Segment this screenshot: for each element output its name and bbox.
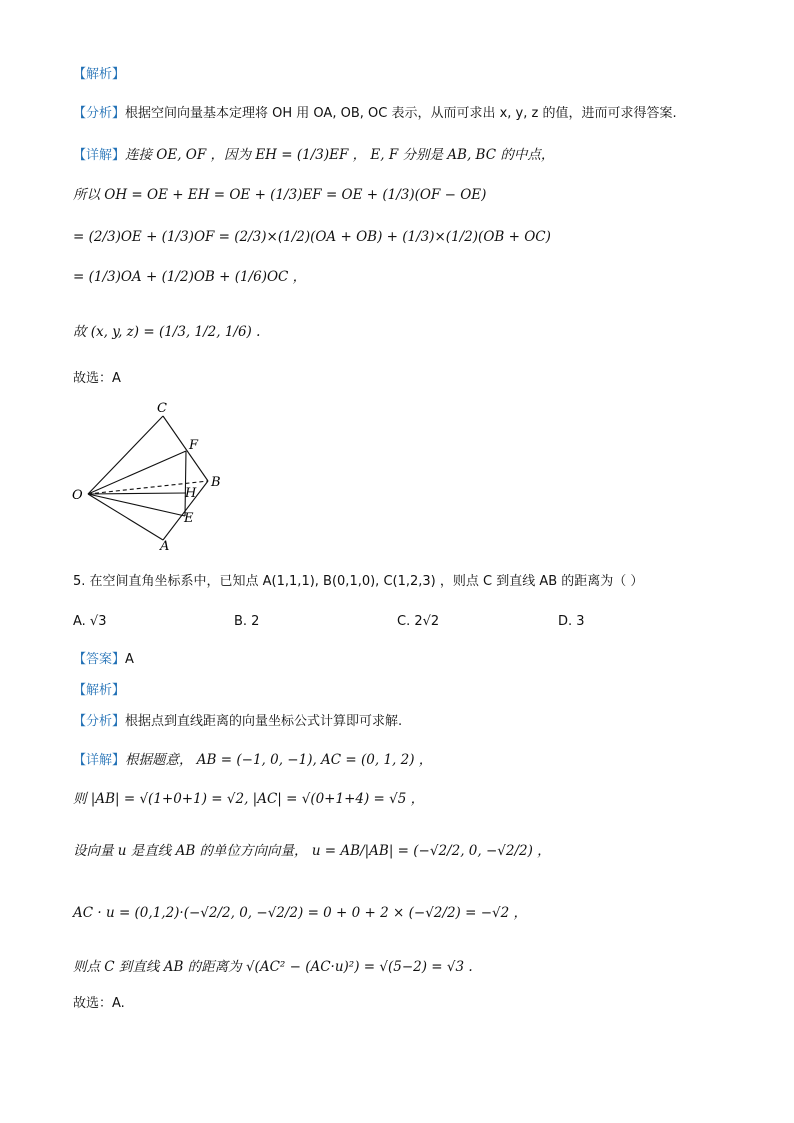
option-D: D. 3	[558, 614, 585, 629]
edge-OH	[88, 493, 186, 494]
edge-OC	[88, 416, 163, 494]
q5-detail-line-3: 设向量 u 是直线 AB 的单位方向向量， u = AB/|AB| = (−√2/2, 0, −√2/2) ，	[73, 843, 551, 859]
q5-detail-text-1: 根据题意， AB = (−1, 0, −1), AC = (0, 1, 2) ，	[125, 752, 433, 768]
detail-tag: 【详解】	[73, 148, 126, 163]
detail-line-4: = (1/3)OA + (1/2)OB + (1/6)OC ，	[73, 269, 307, 285]
analysis-paragraph	[73, 105, 677, 123]
answer-key-value: A	[125, 652, 134, 667]
label-E: E	[184, 511, 194, 526]
q5-detail-line-5: 则点 C 到直线 AB 的距离为 √(AC² − (AC·u)²) = √(5−2) = √3 .	[73, 959, 473, 975]
analysis-text: 根据空间向量基本定理将 OH 用 OA, OB, OC 表示，从而可求出 x, y, z 的值，进而可求得答案.	[125, 106, 677, 121]
edge-OE	[88, 494, 185, 516]
q5-detail-line-1	[73, 751, 432, 770]
answer-key-line	[73, 651, 134, 669]
q5-analysis-tag: 【分析】	[73, 714, 126, 729]
label-O: O	[72, 488, 83, 503]
segment-FE	[185, 451, 186, 516]
q5-detail-tag: 【详解】	[73, 753, 126, 768]
analysis-tag: 【分析】	[73, 106, 126, 121]
detail-line-2: 所以 OH = OE + EH = OE + (1/3)EF = OE + (1/3)(OF − OE)	[73, 187, 487, 203]
q5-analysis-text: 根据点到直线距离的向量坐标公式计算即可求解.	[125, 714, 403, 729]
option-B: B. 2	[234, 614, 260, 629]
label-B: B	[211, 475, 221, 490]
option-A: A. √3	[73, 614, 107, 629]
tetrahedron-figure	[66, 398, 236, 558]
answer-key-tag: 【答案】	[73, 652, 126, 667]
detail-line-3: = (2/3)OE + (1/3)OF = (2/3)×(1/2)(OA + OB) + (1/3)×(1/2)(OB + OC)	[73, 229, 551, 245]
jiexi-heading: 【解析】	[73, 67, 126, 82]
q5-jiexi-heading: 【解析】	[73, 683, 126, 698]
edge-OF	[88, 451, 186, 494]
detail-line-5: 故 (x, y, z) = (1/3, 1/2, 1/6) .	[73, 324, 261, 340]
label-F: F	[189, 438, 199, 453]
label-C: C	[157, 401, 167, 416]
q5-analysis-paragraph	[73, 713, 402, 731]
answer-line-1: 故选：A	[73, 371, 121, 386]
detail-text-1: 连接 OE, OF ，因为 EH = (1/3)EF ， E, F 分别是 AB, BC 的中点，	[125, 147, 555, 163]
question-5-stem: 5. 在空间直角坐标系中，已知点 A(1,1,1), B(0,1,0), C(1,2,3) ，则点 C 到直线 AB 的距离为（ ）	[73, 574, 644, 589]
label-H: H	[185, 486, 197, 501]
edge-OA	[88, 494, 163, 540]
q5-detail-line-4: AC · u = (0,1,2)·(−√2/2, 0, −√2/2) = 0 + 0 + 2 × (−√2/2) = −√2 ，	[73, 905, 527, 921]
detail-line-1	[73, 146, 554, 165]
label-A: A	[160, 539, 170, 554]
q5-detail-line-2: 则 |AB| = √(1+0+1) = √2, |AC| = √(0+1+4) = √5 ，	[73, 791, 425, 807]
option-C: C. 2√2	[397, 614, 440, 629]
answer-line-2: 故选：A.	[73, 996, 125, 1011]
